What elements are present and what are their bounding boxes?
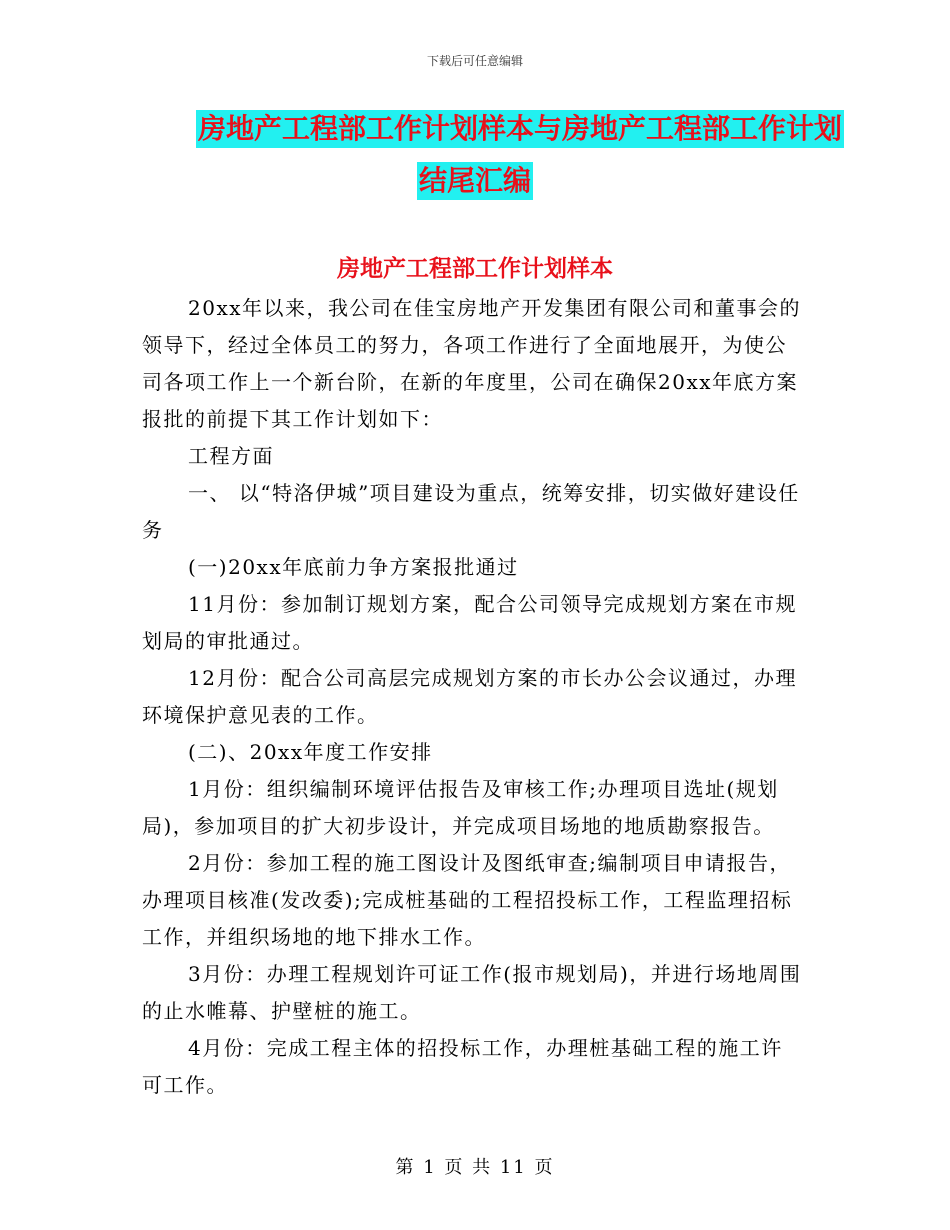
page-footer: 第 1 页 共 11 页 [395,1157,555,1178]
paragraph: 2月份：参加工程的施工图设计及图纸审查;编制项目申请报告，办理项目核准(发改委);完成桩基础的工程招投标工作，工程监理招标工作，并组织场地的地下排水工作。 [142,851,793,949]
document-title [0,110,950,200]
paragraph: 20xx年以来，我公司在佳宝房地产开发集团有限公司和董事会的领导下，经过全体员工的努力，各项工作进行了全面地展开，为使公司各项工作上一个新台阶，在新的年度里，公司在确保20xx年底方案报批的前提下其工作计划如下： [142,296,802,431]
paragraph: (一)20xx年底前力争方案报批通过 [188,555,519,579]
header-note: 下载后可任意编辑 [426,54,523,68]
paragraph: 1月份：组织编制环境评估报告及审核工作;办理项目选址(规划局)，参加项目的扩大初步设计，并完成项目场地的地质勘察报告。 [142,777,779,838]
section-heading: 房地产工程部工作计划样本 [337,255,613,282]
title-line-1: 房地产工程部工作计划样本与房地产工程部工作计划 [196,110,844,148]
title-line-2: 结尾汇编 [417,162,533,200]
body-text [142,290,804,1104]
paragraph: 4月份：完成工程主体的招投标工作，办理桩基础工程的施工许可工作。 [142,1036,783,1097]
paragraph: 工程方面 [188,444,274,468]
paragraph: 一、 以“特洛伊城”项目建设为重点，统筹安排，切实做好建设任务 [142,481,800,542]
paragraph: (二)、20xx年度工作安排 [188,740,433,764]
paragraph: 12月份：配合公司高层完成规划方案的市长办公会议通过，办理环境保护意见表的工作。 [142,666,797,727]
paragraph: 11月份：参加制订规划方案，配合公司领导完成规划方案在市规划局的审批通过。 [142,592,797,653]
paragraph: 3月份：办理工程规划许可证工作(报市规划局)，并进行场地周围的止水帷幕、护壁桩的施工。 [142,962,802,1023]
